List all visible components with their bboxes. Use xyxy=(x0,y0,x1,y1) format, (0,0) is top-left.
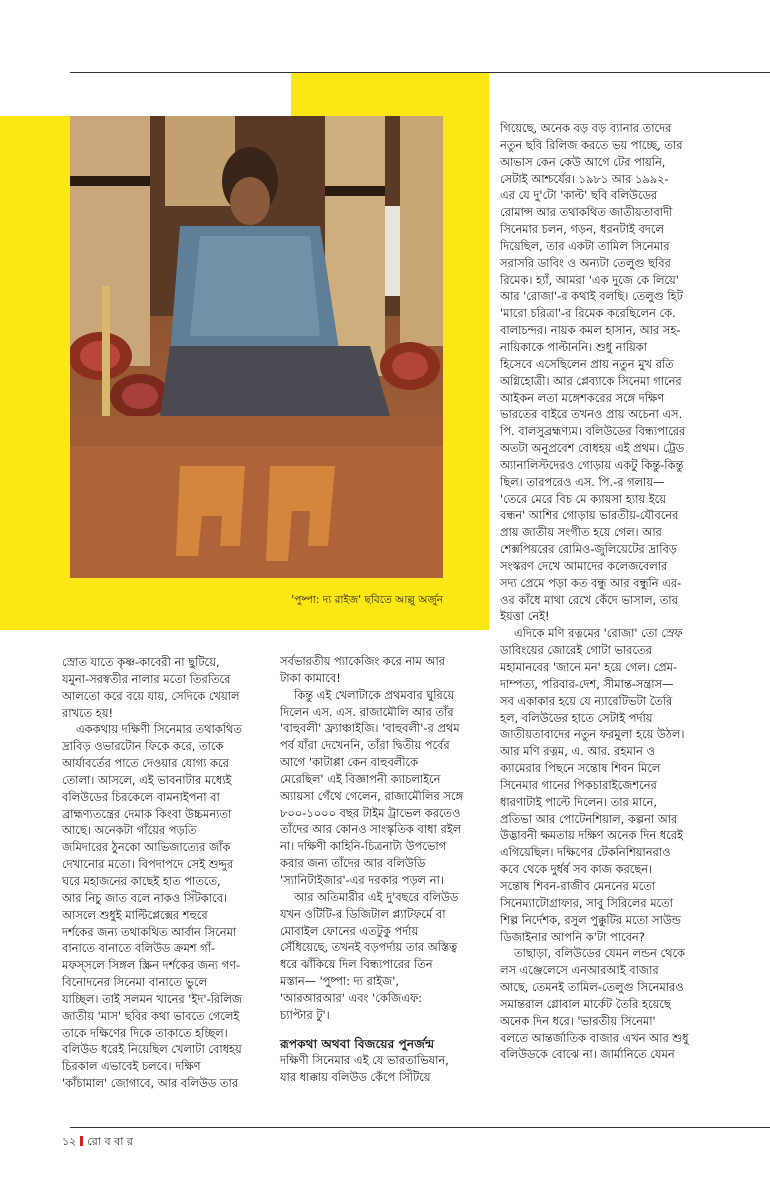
text-line: এগিয়েছিল। দক্ষিণের টেকনিশিয়ানরাও xyxy=(500,845,671,860)
text-line: পর্ব যাঁরা দেখেননি, তাঁরা দ্বিতীয় পর্বের xyxy=(280,738,450,753)
yellow-accent-top xyxy=(291,73,489,116)
text-line: আর মণি রত্নম, এ. আর. রহমান ও xyxy=(500,744,655,759)
text-line: বলতে আন্তর্জাতিক বাজার এখন আর শুধু xyxy=(500,1030,689,1045)
text-line: সব একাকার হয়ে যে ন্যারেটিভটা তৈরি xyxy=(500,693,673,708)
text-line: সরাসরি ডাবিং ও অন্যটা তেলুগু ছবির xyxy=(500,255,671,270)
section-heading: রূপকথা অথবা বিজয়ের পুনর্জন্ম xyxy=(280,1036,435,1051)
text-line: চিরকাল এভাবেই চলবে। দক্ষিণ xyxy=(62,1059,201,1074)
footer-rule xyxy=(70,1127,770,1128)
text-line: ছিল। তারপরেও এস. পি.-র গলায়— xyxy=(500,474,665,489)
article-column-3 xyxy=(500,120,760,1063)
text-line: অ্যায়সা গেঁথে গেলেন, রাজামৌলির সঙ্গে xyxy=(280,788,463,803)
text-line: অতটা অনুপ্রবেশ বোধহয় এই প্রথম। ট্রেড xyxy=(500,441,685,456)
text-line: দর্শকের জন্য তথাকথিত আর্বান সিনেমা xyxy=(62,924,237,939)
text-line: যার ধাক্কায় বলিউড কেঁপে সিঁটিয়ে xyxy=(280,1070,431,1085)
text-line: সন্তোষ শিবন-রাজীব মেননের মতো xyxy=(500,878,656,893)
text-line: সেঁধিয়েছে, তখনই বড়পর্দায় তার অস্তিত্ব xyxy=(280,940,458,955)
page-footer xyxy=(62,1133,133,1152)
text-line: সিনেম্যাটোগ্রাফার, সাবু সিরিলের মতো xyxy=(500,895,673,910)
text-line: শেক্সপিয়রের রোমিও-জুলিয়েটের দ্রাবিড় xyxy=(500,542,677,557)
text-line: নায়িকাকে পাল্টাননি। শুধু নায়িকা xyxy=(500,339,648,354)
text-line: বানাতে বানাতে বলিউড ক্রমশ গাঁ- xyxy=(62,941,216,956)
text-line: ক্যামেরার পিছনে সন্তোষ শিবন মিলে xyxy=(500,761,661,776)
text-line: ওর কাঁধে মাথা রেখে কেঁদে ভাসাল, তার xyxy=(500,592,678,607)
text-line: ধরে ঝাঁকিয়ে দিল বিন্ধ্যপারের তিন xyxy=(280,957,433,972)
text-line: হিসেবে এসেছিলেন প্রায় নতুন মুখ রতি xyxy=(500,356,674,371)
text-line: আর্যাবর্তের পাতে দেওয়ার যোগ্য করে xyxy=(62,756,229,771)
text-line: জাতীয়তাবাদের নতুন ফরমুলা হয়ে উঠল। xyxy=(500,727,685,742)
text-line: করার জন্য তাঁদের আর বলিউডি xyxy=(280,856,426,871)
magazine-name: রো ব বা র xyxy=(87,1135,133,1148)
text-line: মোবাইল ফোনের এতটুকু পর্দায় xyxy=(280,923,419,938)
text-line: আছে। অনেকটা গাঁয়ের পড়তি xyxy=(62,823,197,838)
text-line: বন্ধন' আশির গোড়ায় ভারতীয়-যৌবনের xyxy=(500,508,679,523)
text-line: আলতো করে বয়ে যায়, সেদিকে খেয়াল xyxy=(62,688,240,703)
text-line: মেরেছিল' এই বিজ্ঞাপনী ক্যাচলাইনে xyxy=(280,771,441,786)
text-line: রিমেক। হ্যাঁ, আমরা 'এক দুজে কে লিয়ে' xyxy=(500,272,679,287)
text-line: 'স্যানিটাইজার'-এর দরকার পড়ল না। xyxy=(280,872,444,887)
text-line: এককথায় দক্ষিণী সিনেমার তথাকথিত xyxy=(76,722,242,737)
text-line: স্রোত যাতে কৃষ্ণ-কাবেরী না ছুটিয়ে, xyxy=(62,655,220,669)
text-line: 'তেরে মেরে বিচ মে ক্যায়সা হ্যায় ইয়ে xyxy=(500,491,666,506)
text-line: তাকে দক্ষিণের দিকে তাকাতে হচ্ছিল। xyxy=(62,1025,228,1040)
text-line: আর অতিমারীর এই দু'বছরে বলিউড xyxy=(294,889,459,904)
text-line: সেটাই আশ্চর্যের। ১৯৮১ আর ১৯৯২- xyxy=(500,171,669,186)
text-line: পি. বালসুব্রহ্মণ্যম। বলিউডের বিন্ধ্যপারের xyxy=(500,424,686,439)
text-line: আসলে শুধুই মাল্টিপ্লেক্সের শহুরে xyxy=(62,907,208,922)
text-line: জমিদারের ঠুনকো আভিজাত্যের জাঁক xyxy=(62,840,231,855)
text-line: শিল্প নির্দেশক, রসুল পুক্কুটির মতো সাউন্ড xyxy=(500,912,681,927)
text-line: চ্যাপ্টার টু'। xyxy=(280,1007,330,1022)
text-line: মহামানবের 'জানে মন' হয়ে গেল। প্রেম- xyxy=(500,660,678,674)
text-line: তাঁদের আর কোনও সাংস্কৃতিক বাধা রইল xyxy=(280,822,462,837)
text-line: ঘরে মহাজনের কাছেই হাত পাততে, xyxy=(62,873,221,888)
text-line: দিলেন এস. এস. রাজামৌলি আর তাঁর xyxy=(280,704,454,719)
text-line: বিনোদনের সিনেমা বানাতে ভুলে xyxy=(62,975,207,990)
text-line: লস এঞ্জেলেসে এনআরআই বাজার xyxy=(500,963,659,978)
text-line: দক্ষিণী সিনেমার এই যে ভারতাভিযান, xyxy=(280,1053,449,1068)
text-line: মস্তান— 'পুষ্পা: দ্য রাইজ', xyxy=(280,974,399,989)
text-line: ভারতের বাইরে তখনও প্রায় অচেনা এস. xyxy=(500,407,683,422)
text-line: এর যে দু'টো 'কাল্ট' ছবি বলিউডের xyxy=(500,188,658,203)
text-line: সিনেমার চলন, গড়ন, ধরনটাই বদলে xyxy=(500,222,664,237)
text-line: আর নিচু জাত বলে নাকও সিঁটকাবে। xyxy=(62,890,228,905)
text-line: প্রায় জাতীয় সংগীত হয়ে গেল। আর xyxy=(500,525,662,540)
text-line: 'আরআরআর' এবং 'কেজিএফ: xyxy=(280,990,423,1005)
text-line: বলিউডের চিরকেলে বামনাইপনা বা xyxy=(62,789,220,804)
text-line: উদ্ভাবনী ক্ষমতায় দক্ষিণ অনেক দিন ধরেই xyxy=(500,828,683,843)
text-line: সংস্করণ দেখে আমাদের কলেজবেলার xyxy=(500,558,668,573)
text-line: এদিকে মণি রত্নমের 'রোজা' তো স্রেফ xyxy=(514,626,683,641)
text-line: হল, বলিউডের হাতে সেটাই পর্দায় xyxy=(500,710,653,725)
text-line: দাম্পত্য, পরিবার-দেশ, সীমান্ত-সন্ত্রাস— xyxy=(500,676,674,691)
text-line: ধারণাটাই পাল্টে দিলেন। তার মানে, xyxy=(500,794,658,809)
text-line: টাকা কামাবে! xyxy=(280,670,341,685)
footer-divider xyxy=(80,1136,83,1146)
film-still-photo xyxy=(70,116,443,578)
text-line: আইকন লতা মঙ্গেশকরের সঙ্গে দক্ষিণ xyxy=(500,390,665,405)
text-line: সমান্তরাল গ্লোবাল মার্কেট তৈরি হয়েছে xyxy=(500,996,671,1011)
text-line: আছে, তেমনই তামিল-তেলুগু সিনেমারও xyxy=(500,980,684,995)
text-line: আর 'রোজা'-র কথাই বলছি। তেলুগু হিট xyxy=(500,289,683,304)
text-line: রোমান্স আর তথাকথিত জাতীয়তাবাদী xyxy=(500,205,673,220)
text-line: তাছাড়া, বলিউডের যেমন লন্ডন থেকে xyxy=(514,946,686,961)
text-line: মফস্সলে সিঙ্গল স্ক্রিন দর্শকের জন্য গণ- xyxy=(62,958,241,973)
text-line: ডাবিংয়ের জোরেই গোটা ভারতের xyxy=(500,643,652,658)
text-line: ইয়ত্তা নেই! xyxy=(500,609,550,624)
text-line: যাচ্ছিল। তাই সলমন খানের 'ইদ'-রিলিজ xyxy=(62,991,243,1006)
text-line: রাখতে হয়! xyxy=(62,705,114,720)
text-line: যমুনা-সরস্বতীর নালার মতো তিরতিরে xyxy=(62,671,231,686)
text-line: কিন্তু এই খেলাটাকে প্রথমবার ঘুরিয়ে xyxy=(294,687,455,702)
article-column-1 xyxy=(62,654,277,1092)
text-line: গিয়েছে, অনেক বড় বড় ব্যানার তাদের xyxy=(500,121,672,135)
text-line: কবে থেকে দুর্ধর্ষ সব কাজ করছেন। xyxy=(500,862,653,877)
photo-caption: 'পুষ্পা: দ্য রাইজ' ছবিতে আল্লু অর্জুন xyxy=(291,594,443,606)
text-line: আগে 'কাটাপ্পা কেন বাহুবলীকে xyxy=(280,755,419,770)
text-line: অগ্নিহোত্রী। আর প্লেব্যাকে সিনেমা গানের xyxy=(500,373,682,388)
text-line: যখন ওটিটি-র ডিজিটাল প্ল্যাটফর্মে বা xyxy=(280,906,446,921)
article-column-2 xyxy=(280,653,490,1086)
text-line: আভাস কেন কেউ আগে টের পায়নি, xyxy=(500,154,666,169)
text-line: ব্রাহ্মণ্যতন্ত্রের দেমাক কিংবা উচ্চমন্যতা xyxy=(62,806,232,821)
text-line: বালাচন্দর। নায়ক কমল হাসান, আর সহ- xyxy=(500,323,681,338)
text-line: প্রতিভা আর পোটেনশিয়াল, কল্পনা আর xyxy=(500,811,678,826)
text-line: সদ্য প্রেমে পড়া কত বন্ধু আর বন্ধুনি এর- xyxy=(500,575,682,590)
text-line: তোলা। আসলে, এই ভাবনাটার মধ্যেই xyxy=(62,772,232,787)
text-line: সিনেমার গানের পিকচারাইজেশনের xyxy=(500,777,657,792)
text-line: 'কাঁচামাল' জোগাবে, আর বলিউড তার xyxy=(62,1076,239,1091)
text-line: অনেক দিন ধরে। 'ভারতীয় সিনেমা' xyxy=(500,1013,656,1028)
text-line: জাতীয় 'মাস' ছবির কথা ভাবতে গেলেই xyxy=(62,1008,240,1023)
text-line: বলিউডকে বোঝে না। জার্মানিতে যেমন xyxy=(500,1047,675,1062)
text-line: দিয়েছিল, তার একটা তামিল সিনেমার xyxy=(500,238,670,253)
text-line: দেখানোর মতো। বিপদাপদে সেই শুদ্দুর xyxy=(62,857,234,872)
text-line: অ্যানালিস্টদেরও গোড়ায় একটু কিন্তু-কিন্তু xyxy=(500,457,684,472)
page-number: ১২ xyxy=(62,1135,77,1148)
text-line: ৮০০-১০০০ বছর টাইম ট্রাভেল করতেও xyxy=(280,805,461,820)
text-line: দ্রাবিড় ওভারটোন ফিকে করে, তাকে xyxy=(62,739,224,754)
text-line: সর্বভারতীয় প্যাকেজিং করে নাম আর xyxy=(280,654,445,668)
text-line: 'মারো চরিত্রা'-র রিমেক করেছিলেন কে. xyxy=(500,306,676,321)
text-line: বলিউড ধরেই নিয়েছিল খেলাটা বোধহয় xyxy=(62,1042,242,1057)
text-line: 'বাহুবলী' ফ্র্যাঞ্চাইজি। 'বাহুবলী'-র প্রথম xyxy=(280,721,460,736)
text-line: নতুন ছবি রিলিজ করতে ভয় পাচ্ছে, তার xyxy=(500,137,683,152)
text-line: ডিজাইনার আপনি ক'টা পাবেন? xyxy=(500,929,645,944)
text-line: না। দক্ষিণী কাহিনি-চিত্রনাট্য উপভোগ xyxy=(280,839,447,854)
